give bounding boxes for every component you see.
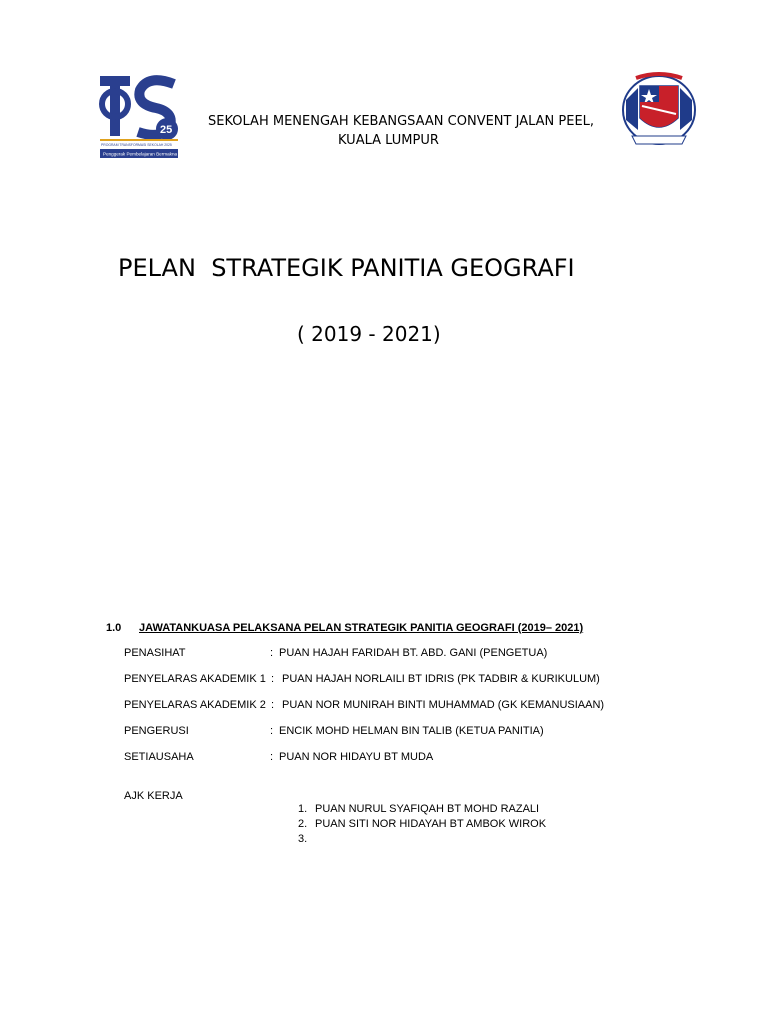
committee-member-penasihat: PUAN HAJAH FARIDAH BT. ABD. GANI (PENGETUA) (279, 647, 548, 659)
ajk-member-number: 2. (298, 818, 308, 830)
committee-role-penasihat: PENASIHAT (124, 647, 186, 659)
ts25-logo (96, 70, 182, 160)
committee-member-penyelaras-2: PUAN NOR MUNIRAH BINTI MUHAMMAD (GK KEMANUSIAAN) (282, 699, 605, 711)
colon-separator: : (271, 699, 275, 711)
colon-separator: : (270, 725, 274, 737)
ajk-member-name: PUAN SITI NOR HIDAYAH BT AMBOK WIROK (315, 818, 547, 830)
school-name-line-1: SEKOLAH MENENGAH KEBANGSAAN CONVENT JALAN PEEL, (208, 114, 595, 129)
section-number: 1.0 (106, 622, 122, 634)
committee-role-penyelaras-1: PENYELARAS AKADEMIK 1 (124, 673, 266, 685)
document-title: PELAN STRATEGIK PANITIA GEOGRAFI (118, 254, 575, 282)
committee-role-pengerusi: PENGERUSI (124, 725, 189, 737)
school-crest (618, 70, 700, 156)
school-crest-icon (618, 70, 700, 156)
ajk-member-number: 1. (298, 803, 308, 815)
ajk-member-number: 3. (298, 833, 308, 845)
ts25-small-text: PROGRAM TRANSFORMASI SEKOLAH 2025 (101, 143, 172, 147)
committee-role-setiausaha: SETIAUSAHA (124, 751, 194, 763)
committee-member-pengerusi: ENCIK MOHD HELMAN BIN TALIB (KETUA PANITIA) (279, 725, 544, 737)
committee-member-penyelaras-1: PUAN HAJAH NORLAILI BT IDRIS (PK TADBIR & KURIKULUM) (282, 673, 600, 685)
ts25-banner-text: Penggerak Pembelajaran Bermakna (103, 151, 178, 157)
colon-separator: : (270, 647, 274, 659)
committee-member-setiausaha: PUAN NOR HIDAYU BT MUDA (279, 751, 434, 763)
ts25-number: 25 (160, 124, 173, 136)
colon-separator: : (270, 751, 274, 763)
school-name-line-2: KUALA LUMPUR (338, 133, 439, 148)
ajk-member-name: PUAN NURUL SYAFIQAH BT MOHD RAZALI (315, 803, 540, 815)
committee-role-penyelaras-2: PENYELARAS AKADEMIK 2 (124, 699, 266, 711)
ts25-logo-icon (96, 70, 182, 160)
document-years: ( 2019 - 2021) (297, 322, 441, 346)
colon-separator: : (271, 673, 275, 685)
ajk-kerja-label: AJK KERJA (124, 790, 183, 802)
section-heading: JAWATANKUASA PELAKSANA PELAN STRATEGIK PANITIA GEOGRAFI (2019– 2021) (139, 622, 584, 634)
